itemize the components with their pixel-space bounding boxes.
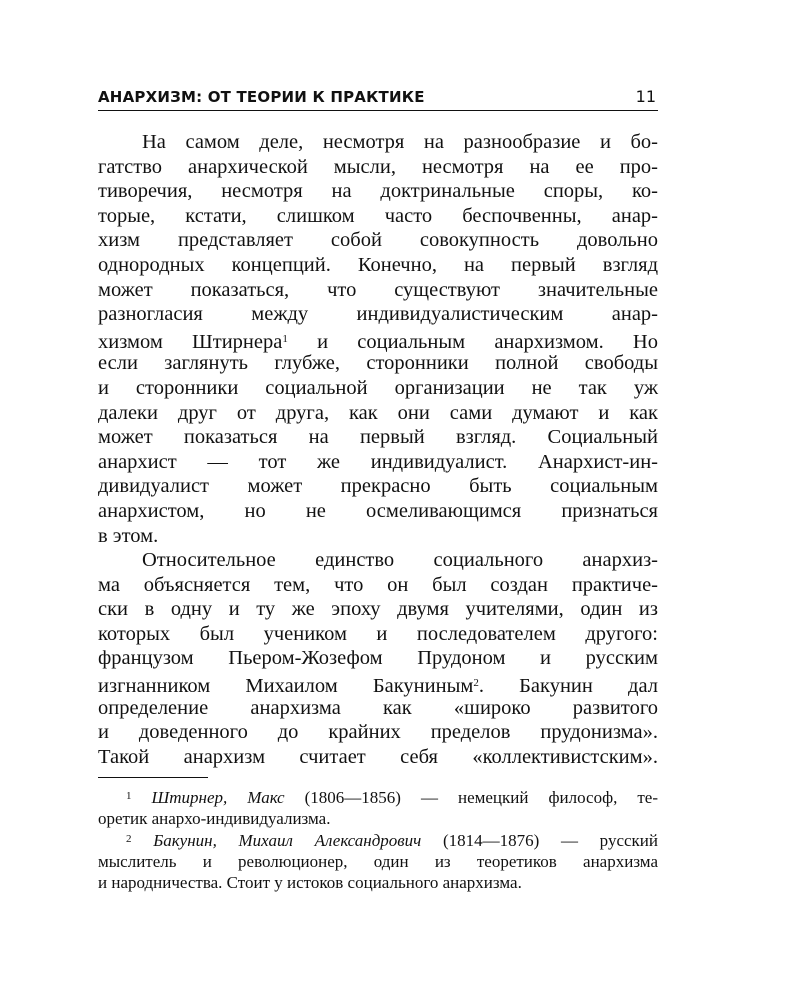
text-line: которых был учеником и последователем другого: bbox=[98, 622, 658, 645]
text-line: Такой анархизм считает себя «коллективистским». bbox=[98, 745, 658, 768]
text-line: На самом деле, несмотря на разнообразие и бо- bbox=[142, 131, 658, 153]
paragraph-2 bbox=[98, 548, 658, 769]
text-fragment: и социальным анархизмом. Но bbox=[287, 330, 658, 353]
text-line: разногласия между индивидуалистическим анар- bbox=[98, 303, 658, 326]
footnote-1-continuation: оретик анархо-индивидуализма. bbox=[98, 808, 331, 828]
footnote-2-continuation: мыслитель и революционер, один из теоретиков анархизма bbox=[98, 851, 658, 871]
text-line: французом Пьером-Жозефом Прудоном и русским bbox=[98, 647, 658, 670]
page-number: 11 bbox=[635, 87, 656, 106]
text-line: может показаться, что существуют значительные bbox=[98, 278, 658, 301]
text-line: если заглянуть глубже, сторонники полной свободы bbox=[98, 352, 658, 375]
text-line: в этом. bbox=[98, 524, 159, 547]
text-line: однородных концепций. Конечно, на первый взгляд bbox=[98, 253, 658, 276]
text-line: может показаться на первый взгляд. Социальный bbox=[98, 426, 658, 449]
text-line: хизм представляет собой совокупность довольно bbox=[98, 229, 658, 252]
text-line: анархистом, но не осмеливающимся признаться bbox=[98, 499, 658, 522]
text-fragment: изгнанником Михаилом Бакуниным bbox=[98, 675, 474, 698]
footnote-number: 1 bbox=[126, 790, 132, 802]
text-line: ма объясняется тем, что он был создан практиче- bbox=[98, 573, 658, 596]
text-line-with-footnote-ref bbox=[98, 671, 658, 696]
running-title: АНАРХИЗМ: ОТ ТЕОРИИ К ПРАКТИКЕ bbox=[98, 88, 425, 106]
text-line-with-footnote-ref bbox=[98, 327, 658, 352]
text-fragment: хизмом Штирнера bbox=[98, 330, 283, 353]
footnote-ref-2: 2 bbox=[473, 677, 479, 690]
footnote-number: 2 bbox=[126, 833, 132, 845]
footnotes bbox=[98, 786, 658, 894]
text-line: ски в одну и ту же эпоху двумя учителями, один из bbox=[98, 598, 658, 621]
footnote-1 bbox=[98, 786, 658, 808]
footnote-text: (1814—1876) — русский bbox=[421, 831, 658, 850]
text-line: гатство анархической мысли, несмотря на ее про- bbox=[98, 155, 658, 178]
text-line: тиворечия, несмотря на доктринальные споры, ко- bbox=[98, 180, 658, 203]
footnote-2 bbox=[98, 829, 658, 851]
text-fragment: . Бакунин дал bbox=[478, 675, 658, 698]
footnote-name: Штирнер, Макс bbox=[151, 788, 285, 807]
running-header bbox=[98, 86, 658, 111]
text-line: Относительное единство социального анархиз- bbox=[142, 549, 658, 572]
footnote-2-continuation: и народничества. Стоит у истоков социального анархизма. bbox=[98, 873, 522, 892]
text-line: определение анархизма как «широко развитого bbox=[98, 696, 658, 719]
footnote-name: Бакунин, Михаил Александрович bbox=[153, 831, 422, 850]
footnote-text: (1806—1856) — немецкий философ, те- bbox=[284, 788, 658, 807]
text-line: далеки друг от друга, как они сами думают и как bbox=[98, 401, 658, 424]
footnote-ref-1: 1 bbox=[282, 332, 288, 345]
text-line: анархист — тот же индивидуалист. Анархист-ин- bbox=[98, 450, 658, 473]
footnote-separator bbox=[98, 777, 208, 778]
text-line: и доведенного до крайних пределов прудонизма». bbox=[98, 721, 658, 744]
text-line: торые, кстати, слишком часто беспочвенны, анар- bbox=[98, 204, 658, 227]
text-line: и сторонники социальной организации не так уж bbox=[98, 376, 658, 399]
main-text bbox=[98, 130, 658, 769]
text-line: дивидуалист может прекрасно быть социальным bbox=[98, 475, 658, 498]
paragraph-1 bbox=[98, 130, 658, 548]
